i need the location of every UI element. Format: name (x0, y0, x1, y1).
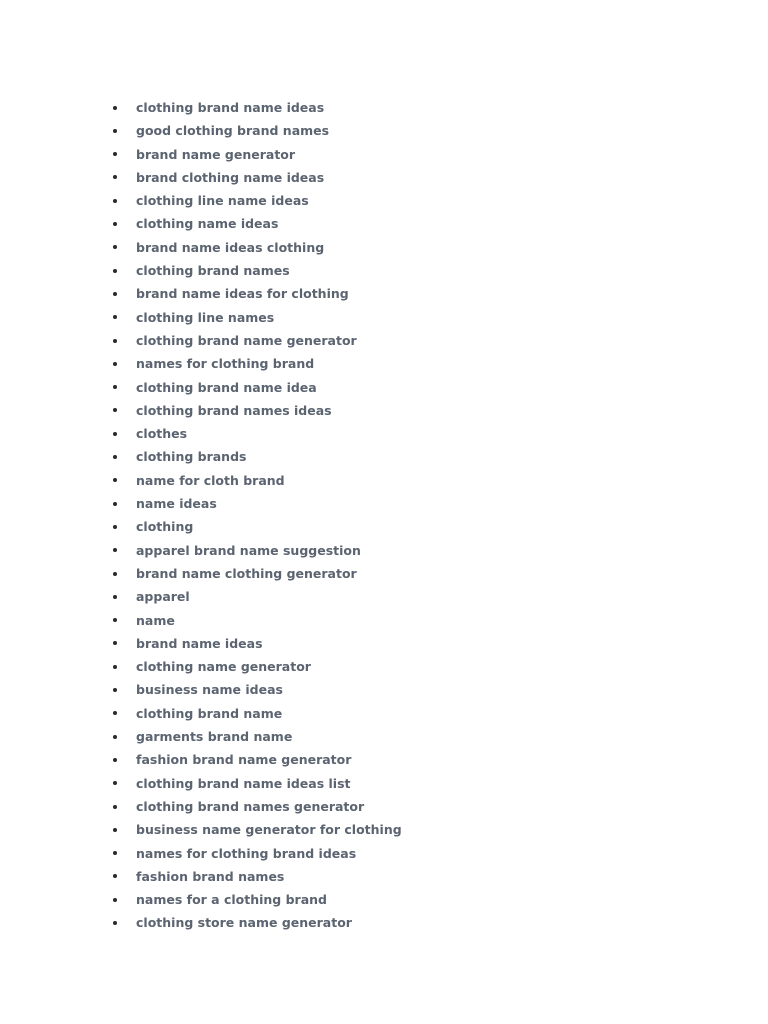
list-item-text: name (136, 612, 175, 628)
list-item-text: clothing brand names generator (136, 798, 365, 814)
bullet-icon (113, 339, 117, 343)
list-item-text: brand clothing name ideas (136, 169, 325, 185)
list-item-text: clothing line name ideas (136, 193, 309, 209)
bullet-icon (113, 711, 117, 715)
bullet-icon (113, 641, 117, 645)
list-item-text: names for clothing brand ideas (136, 845, 357, 861)
bullet-icon (113, 805, 117, 809)
list-item (108, 236, 402, 259)
list-item-text: name for cloth brand (136, 472, 285, 488)
list-item-text: brand name ideas for clothing (136, 286, 349, 302)
bullet-icon (113, 432, 117, 436)
bullet-icon (113, 618, 117, 622)
list-item (108, 492, 402, 515)
bullet-icon (113, 129, 117, 133)
list-item (108, 259, 402, 282)
list-item-text: fashion brand names (136, 868, 285, 884)
bullet-icon (113, 478, 117, 482)
list-item-text: names for a clothing brand (136, 892, 327, 908)
list-item-text: brand name generator (136, 146, 296, 162)
list-item-text: clothing brand names (136, 263, 290, 279)
list-item (108, 585, 402, 608)
list-item (108, 678, 402, 701)
bullet-icon (113, 572, 117, 576)
bullet-icon (113, 525, 117, 529)
bullet-icon (113, 152, 117, 156)
bullet-icon (113, 362, 117, 366)
bullet-icon (113, 921, 117, 925)
list-item (108, 748, 402, 771)
list-item (108, 143, 402, 166)
list-item-text: garments brand name (136, 729, 293, 745)
list-item-text: clothing brand name ideas (136, 100, 325, 115)
bullet-icon (113, 758, 117, 762)
list-item (108, 842, 402, 865)
bullet-icon (113, 502, 117, 506)
bullet-icon (113, 175, 117, 179)
bullet-icon (113, 315, 117, 319)
bullet-icon (113, 898, 117, 902)
list-item (108, 655, 402, 678)
list-item (108, 96, 402, 119)
bullet-icon (113, 455, 117, 459)
list-item-text: clothing (136, 519, 194, 535)
list-item-text: brand name clothing generator (136, 565, 357, 581)
list-item (108, 189, 402, 212)
list-item (108, 306, 402, 329)
list-item-text: brand name ideas (136, 635, 263, 651)
list-item-text: names for clothing brand (136, 356, 315, 372)
list-item (108, 772, 402, 795)
list-item (108, 166, 402, 189)
bullet-icon (113, 548, 117, 552)
bullet-icon (113, 385, 117, 389)
list-item-text: good clothing brand names (136, 123, 330, 139)
list-item-text: clothes (136, 426, 188, 442)
bullet-icon (113, 199, 117, 203)
list-item (108, 422, 402, 445)
list-item-text: clothing brand name generator (136, 332, 357, 348)
bullet-icon (113, 222, 117, 226)
bullet-icon (113, 292, 117, 296)
bullet-icon (113, 851, 117, 855)
list-item (108, 119, 402, 142)
list-item (108, 352, 402, 375)
bullet-icon (113, 735, 117, 739)
list-item (108, 562, 402, 585)
list-item-text: clothing store name generator (136, 915, 352, 931)
list-item (108, 282, 402, 305)
bullet-icon (113, 665, 117, 669)
bullet-icon (113, 874, 117, 878)
list-item-text: clothing name generator (136, 659, 311, 675)
bullet-icon (113, 595, 117, 599)
list-item-text: clothing brand name ideas list (136, 775, 351, 791)
list-item-text: fashion brand name generator (136, 752, 352, 768)
list-item-text: clothing brand name idea (136, 379, 317, 395)
bullet-icon (113, 269, 117, 273)
list-item-text: apparel brand name suggestion (136, 542, 361, 558)
list-item-text: clothing line names (136, 309, 275, 325)
bullet-icon (113, 106, 117, 110)
list-item-text: brand name ideas clothing (136, 239, 325, 255)
list-item-text: apparel (136, 589, 190, 605)
list-item (108, 212, 402, 235)
list-item (108, 702, 402, 725)
list-item (108, 469, 402, 492)
list-item (108, 376, 402, 399)
list-item (108, 632, 402, 655)
list-item-text: clothing brands (136, 449, 247, 465)
list-item (108, 515, 402, 538)
bullet-icon (113, 781, 117, 785)
bullet-icon (113, 828, 117, 832)
list-item (108, 445, 402, 468)
list-item (108, 818, 402, 841)
list-item-text: business name generator for clothing (136, 822, 402, 838)
list-item-text: business name ideas (136, 682, 283, 698)
list-item-text: clothing brand names ideas (136, 402, 332, 418)
list-item (108, 911, 402, 934)
list-item-text: clothing brand name (136, 705, 283, 721)
list-item (108, 539, 402, 562)
keyword-list (108, 96, 402, 935)
bullet-icon (113, 408, 117, 412)
bullet-icon (113, 245, 117, 249)
list-item (108, 329, 402, 352)
list-item (108, 725, 402, 748)
list-item-text: name ideas (136, 496, 217, 512)
list-item (108, 399, 402, 422)
list-item (108, 609, 402, 632)
bullet-icon (113, 688, 117, 692)
list-item-text: clothing name ideas (136, 216, 279, 232)
list-item (108, 795, 402, 818)
list-item (108, 888, 402, 911)
list-item (108, 865, 402, 888)
